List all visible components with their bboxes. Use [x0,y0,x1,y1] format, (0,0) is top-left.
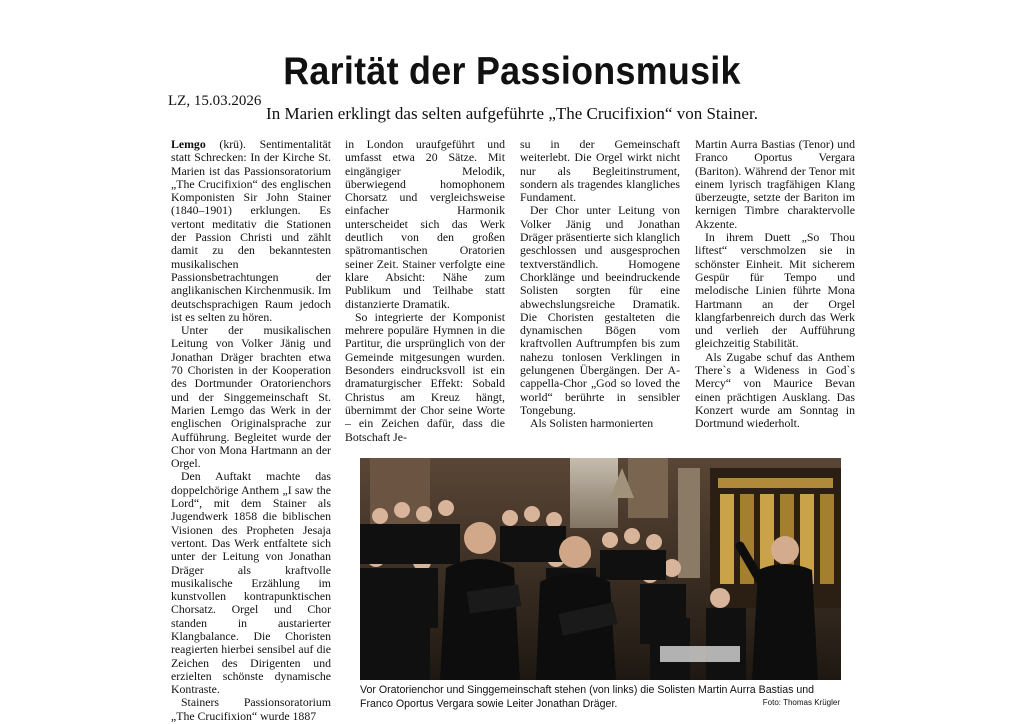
paragraph: Unter der musikalischen Leitung von Volker Jänig und Jonathan Dräger brachten etwa 70 Choristen in der Kooperation des Dortmunder Oratorienchors und der Singgemeinschaft St. Marien Lemgo das Werk in der englischen Originalsprache zur Aufführung. Begleitet wurde der Chor von Mona Hartmann an der Orgel. [171,323,331,471]
paragraph: Als Solisten harmonierten [530,416,654,431]
dateline: LZ, 15.03.2026 [168,93,262,109]
concert-photo [360,458,841,680]
paragraph: Als Zugabe schuf das Anthem There`s a Wideness in God`s Mercy“ von Maurice Bevan einen prächtigen Ausklang. Das Konzert wurde am Sonntag in Dortmund wiederholt. [695,349,855,431]
concert-photo-illustration [360,458,841,680]
paragraph: In ihrem Duett „So Thou liftest“ verschmolzen sie in schönster Einheit. Mit sicherem Gespür für Tempo und melodische Linien führte Mona Hartmann an der Orgel klangfarbenreich durch das Werk und verlieh der Aufführung gleichzeitig Stabilität. [695,230,855,351]
subheadline: In Marien erklingt das selten aufgeführte „The Crucifixion“ von Stainer. [266,104,758,123]
article-column-3 [520,138,680,438]
paragraph-text: (krü). Sentimentalität statt Schrecken: In der Kirche St. Marien ist das Passionsoratorium „The Crucifixion“ des englischen Komponisten Sir John Stainer (1840–1901) erklungen. Es vertont meditativ die Stationen der Passion Christi und zählt damit zu den bekanntesten musikalischen Passionsbetrachtungen der anglikanischen Kirchenmusik. Im deutschsprachigen Raum jedoch ist es selten zu hören. [171,137,331,324]
article-column-2 [345,137,505,444]
paragraph: Martin Aurra Bastias (Tenor) und Franco Oportus Vergara (Bariton). Während der Tenor mit einem lyrisch tragfähigen Klang überzeugte, setzte der Bariton im kernigen Timbre charaktervolle Akzente. [695,137,855,231]
paragraph: su in der Gemeinschaft weiterlebt. Die Orgel wirkt nicht nur als Begleitinstrument, sondern als tragendes klangliches Fundament. [520,137,680,205]
article-column-4 [695,138,855,438]
paragraph [171,138,331,324]
paragraph: Den Auftakt machte das doppelchörige Anthem „I saw the Lord“, mit dem Stainer als Jugendwerk 1858 die biblischen Visionen des Propheten Jesaja vertont. Das Werk entfaltete sich unter der Leitung von Jonathan Dräger als kraftvolle musikalische Erzählung im kunstvollen kontrapunktischen Chorsatz. Orgel und Chor standen in austarierter Klangbalance. Die Choristen reagierten hierbei sensibel auf die Zeichen des Dirigenten und erzielten schönste dynamische Kontraste. [171,469,331,697]
photo-caption: Vor Oratorienchor und Singgemeinschaft stehen (von links) die Solisten Martin Aurra Bastias und Franco Oportus Vergara sowie Leiter Jonathan Dräger. [360,684,815,710]
paragraph: Der Chor unter Leitung von Volker Jänig und Jonathan Dräger präsentierte sich klanglich geschlossen und ausgesprochen textverständlich. Homogene Chorklänge und beeindruckende Solisten sorgten für eine abwechslungsreiche Dramatik. Die Choristen gestalteten die dynamischen Bögen vom kraftvollen Auftrumpfen bis zum nahezu tonlosen Verklingen in gelungenen Übergängen. Der A-cappella-Chor „God so loved the world“ berührte in sensibler Tongebung. [520,203,680,417]
photo-credit: Foto: Thomas Krügler [762,698,840,707]
headline: Rarität der Passionsmusik [283,50,741,93]
paragraph: Stainers Passionsoratorium „The Crucifixion“ wurde 1887 [171,695,331,723]
paragraph: in London uraufgeführt und umfasst etwa 20 Sätze. Mit eingängiger Melodik, überwiegend homophonem Chorsatz und vergleichsweise einfacher Harmonik unterscheidet sich das Werk deutlich von den großen spätromantischen Oratorien seiner Zeit. Stainer verfolgte eine klare Absicht: Nähe zum Publikum und Teilhabe statt distanzierte Dramatik. [345,137,505,311]
paragraph: So integrierte der Komponist mehrere populäre Hymnen in die Partitur, die ursprünglich von der Gemeinde mitgesungen wurden. Besonders eindrucksvoll ist ein dramaturgischer Effekt: Sobald Christus am Kreuz hängt, übernimmt der Chor seine Worte – ein Zeichen dafür, dass die Botschaft Je- [345,309,505,444]
article-column-1 [171,137,331,723]
lead-place: Lemgo [171,137,206,151]
